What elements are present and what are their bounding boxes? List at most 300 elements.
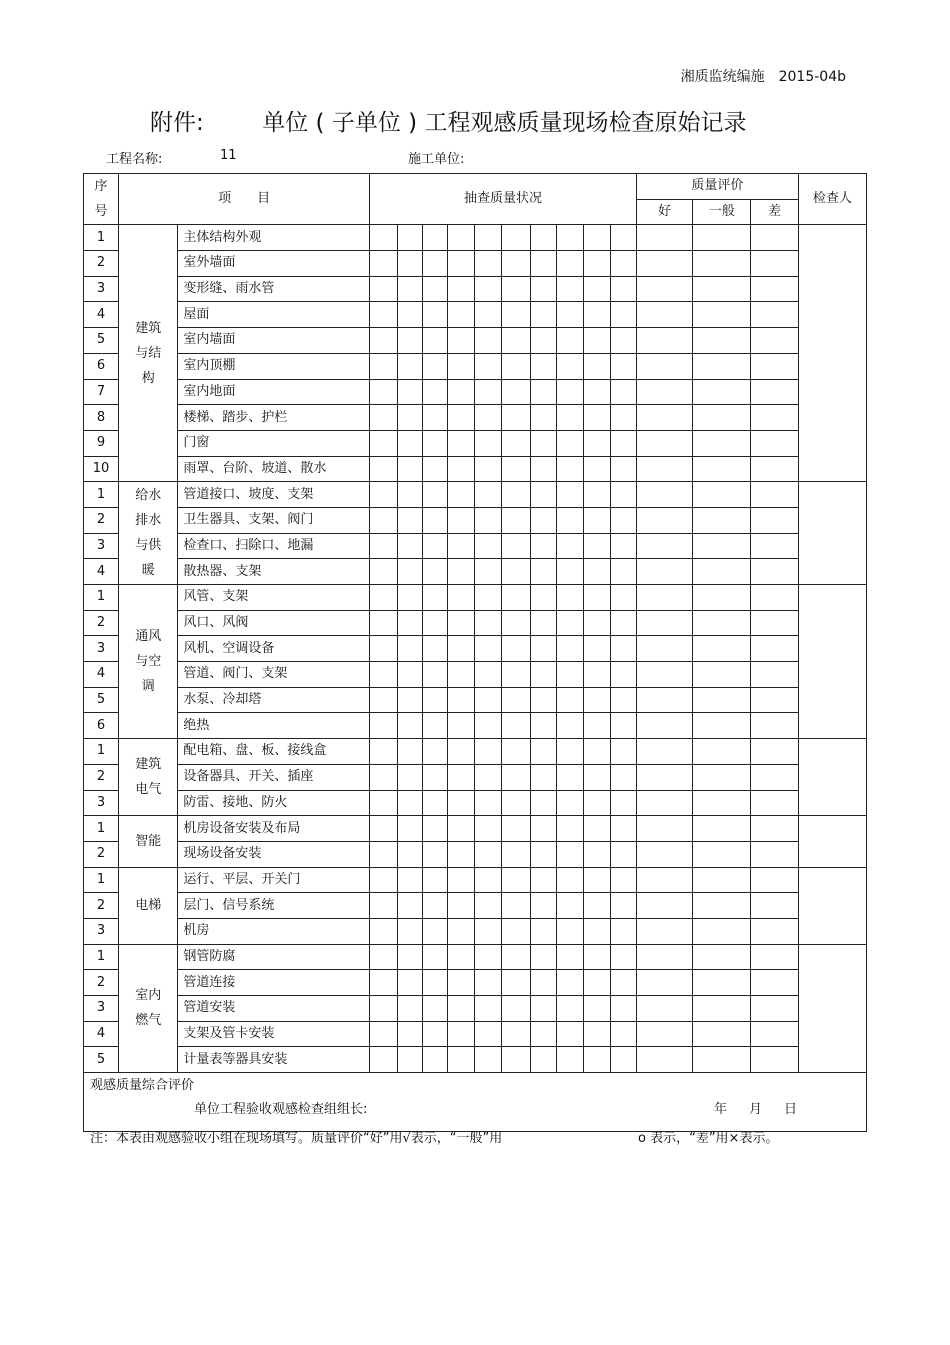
check-cell[interactable] <box>475 764 502 790</box>
check-cell[interactable] <box>475 610 502 636</box>
check-cell[interactable] <box>370 662 398 688</box>
eval-good-cell[interactable] <box>637 533 693 559</box>
eval-good-cell[interactable] <box>637 276 693 302</box>
check-cell[interactable] <box>610 764 636 790</box>
check-cell[interactable] <box>448 559 475 585</box>
check-cell[interactable] <box>423 970 448 996</box>
check-cell[interactable] <box>610 507 636 533</box>
check-cell[interactable] <box>556 636 583 662</box>
eval-poor-cell[interactable] <box>751 533 798 559</box>
eval-normal-cell[interactable] <box>693 764 751 790</box>
check-cell[interactable] <box>502 970 530 996</box>
eval-good-cell[interactable] <box>637 456 693 482</box>
check-cell[interactable] <box>448 1021 475 1047</box>
check-cell[interactable] <box>448 970 475 996</box>
eval-normal-cell[interactable] <box>693 944 751 970</box>
check-cell[interactable] <box>583 507 610 533</box>
check-cell[interactable] <box>583 636 610 662</box>
check-cell[interactable] <box>502 225 530 251</box>
check-cell[interactable] <box>556 816 583 842</box>
check-cell[interactable] <box>398 1047 423 1073</box>
check-cell[interactable] <box>610 918 636 944</box>
check-cell[interactable] <box>423 430 448 456</box>
check-cell[interactable] <box>475 944 502 970</box>
check-cell[interactable] <box>475 430 502 456</box>
check-cell[interactable] <box>556 610 583 636</box>
check-cell[interactable] <box>583 970 610 996</box>
check-cell[interactable] <box>556 970 583 996</box>
check-cell[interactable] <box>423 816 448 842</box>
check-cell[interactable] <box>556 328 583 354</box>
check-cell[interactable] <box>475 816 502 842</box>
check-cell[interactable] <box>370 687 398 713</box>
check-cell[interactable] <box>475 970 502 996</box>
check-cell[interactable] <box>610 790 636 816</box>
eval-normal-cell[interactable] <box>693 816 751 842</box>
check-cell[interactable] <box>370 1047 398 1073</box>
eval-poor-cell[interactable] <box>751 610 798 636</box>
check-cell[interactable] <box>398 944 423 970</box>
check-cell[interactable] <box>610 610 636 636</box>
eval-normal-cell[interactable] <box>693 559 751 585</box>
check-cell[interactable] <box>423 585 448 611</box>
eval-good-cell[interactable] <box>637 841 693 867</box>
check-cell[interactable] <box>398 867 423 893</box>
eval-normal-cell[interactable] <box>693 328 751 354</box>
check-cell[interactable] <box>610 379 636 405</box>
check-cell[interactable] <box>475 225 502 251</box>
check-cell[interactable] <box>370 328 398 354</box>
check-cell[interactable] <box>502 405 530 431</box>
check-cell[interactable] <box>398 225 423 251</box>
check-cell[interactable] <box>556 405 583 431</box>
check-cell[interactable] <box>502 893 530 919</box>
check-cell[interactable] <box>583 559 610 585</box>
check-cell[interactable] <box>610 893 636 919</box>
eval-poor-cell[interactable] <box>751 944 798 970</box>
eval-poor-cell[interactable] <box>751 996 798 1022</box>
check-cell[interactable] <box>423 456 448 482</box>
eval-poor-cell[interactable] <box>751 739 798 765</box>
check-cell[interactable] <box>583 353 610 379</box>
check-cell[interactable] <box>530 662 556 688</box>
check-cell[interactable] <box>398 996 423 1022</box>
check-cell[interactable] <box>610 225 636 251</box>
check-cell[interactable] <box>502 276 530 302</box>
check-cell[interactable] <box>530 739 556 765</box>
check-cell[interactable] <box>398 687 423 713</box>
check-cell[interactable] <box>556 662 583 688</box>
check-cell[interactable] <box>475 662 502 688</box>
check-cell[interactable] <box>423 713 448 739</box>
check-cell[interactable] <box>583 302 610 328</box>
check-cell[interactable] <box>423 225 448 251</box>
check-cell[interactable] <box>370 944 398 970</box>
check-cell[interactable] <box>398 482 423 508</box>
check-cell[interactable] <box>370 816 398 842</box>
inspector-cell[interactable] <box>798 944 866 1072</box>
check-cell[interactable] <box>610 430 636 456</box>
check-cell[interactable] <box>370 251 398 277</box>
check-cell[interactable] <box>610 559 636 585</box>
check-cell[interactable] <box>583 996 610 1022</box>
check-cell[interactable] <box>556 893 583 919</box>
check-cell[interactable] <box>502 867 530 893</box>
check-cell[interactable] <box>448 944 475 970</box>
check-cell[interactable] <box>530 713 556 739</box>
check-cell[interactable] <box>370 276 398 302</box>
check-cell[interactable] <box>556 507 583 533</box>
check-cell[interactable] <box>583 533 610 559</box>
check-cell[interactable] <box>448 251 475 277</box>
check-cell[interactable] <box>583 867 610 893</box>
check-cell[interactable] <box>448 918 475 944</box>
eval-normal-cell[interactable] <box>693 482 751 508</box>
check-cell[interactable] <box>502 996 530 1022</box>
check-cell[interactable] <box>448 379 475 405</box>
check-cell[interactable] <box>583 456 610 482</box>
check-cell[interactable] <box>556 739 583 765</box>
check-cell[interactable] <box>475 251 502 277</box>
check-cell[interactable] <box>423 251 448 277</box>
eval-normal-cell[interactable] <box>693 970 751 996</box>
check-cell[interactable] <box>610 970 636 996</box>
check-cell[interactable] <box>610 739 636 765</box>
eval-normal-cell[interactable] <box>693 507 751 533</box>
eval-poor-cell[interactable] <box>751 764 798 790</box>
eval-poor-cell[interactable] <box>751 687 798 713</box>
check-cell[interactable] <box>398 585 423 611</box>
eval-good-cell[interactable] <box>637 585 693 611</box>
check-cell[interactable] <box>556 533 583 559</box>
eval-normal-cell[interactable] <box>693 841 751 867</box>
eval-good-cell[interactable] <box>637 739 693 765</box>
eval-poor-cell[interactable] <box>751 585 798 611</box>
eval-normal-cell[interactable] <box>693 1047 751 1073</box>
check-cell[interactable] <box>556 430 583 456</box>
eval-poor-cell[interactable] <box>751 713 798 739</box>
check-cell[interactable] <box>502 687 530 713</box>
eval-normal-cell[interactable] <box>693 893 751 919</box>
check-cell[interactable] <box>502 585 530 611</box>
check-cell[interactable] <box>423 662 448 688</box>
eval-normal-cell[interactable] <box>693 687 751 713</box>
eval-normal-cell[interactable] <box>693 662 751 688</box>
check-cell[interactable] <box>610 353 636 379</box>
check-cell[interactable] <box>530 302 556 328</box>
check-cell[interactable] <box>556 482 583 508</box>
check-cell[interactable] <box>502 841 530 867</box>
eval-poor-cell[interactable] <box>751 790 798 816</box>
eval-good-cell[interactable] <box>637 430 693 456</box>
check-cell[interactable] <box>502 533 530 559</box>
inspector-cell[interactable] <box>798 585 866 739</box>
check-cell[interactable] <box>398 559 423 585</box>
check-cell[interactable] <box>448 585 475 611</box>
check-cell[interactable] <box>583 1021 610 1047</box>
check-cell[interactable] <box>610 841 636 867</box>
check-cell[interactable] <box>530 405 556 431</box>
check-cell[interactable] <box>475 353 502 379</box>
check-cell[interactable] <box>398 610 423 636</box>
check-cell[interactable] <box>423 276 448 302</box>
check-cell[interactable] <box>530 585 556 611</box>
check-cell[interactable] <box>448 507 475 533</box>
check-cell[interactable] <box>398 456 423 482</box>
check-cell[interactable] <box>530 996 556 1022</box>
check-cell[interactable] <box>502 764 530 790</box>
check-cell[interactable] <box>610 636 636 662</box>
check-cell[interactable] <box>583 662 610 688</box>
check-cell[interactable] <box>583 251 610 277</box>
check-cell[interactable] <box>370 610 398 636</box>
check-cell[interactable] <box>475 1047 502 1073</box>
eval-poor-cell[interactable] <box>751 918 798 944</box>
check-cell[interactable] <box>583 405 610 431</box>
eval-poor-cell[interactable] <box>751 353 798 379</box>
check-cell[interactable] <box>610 996 636 1022</box>
check-cell[interactable] <box>448 533 475 559</box>
check-cell[interactable] <box>370 533 398 559</box>
check-cell[interactable] <box>610 328 636 354</box>
check-cell[interactable] <box>475 996 502 1022</box>
eval-normal-cell[interactable] <box>693 713 751 739</box>
check-cell[interactable] <box>610 1021 636 1047</box>
check-cell[interactable] <box>530 816 556 842</box>
eval-poor-cell[interactable] <box>751 1047 798 1073</box>
check-cell[interactable] <box>530 1021 556 1047</box>
check-cell[interactable] <box>370 841 398 867</box>
check-cell[interactable] <box>556 1047 583 1073</box>
check-cell[interactable] <box>530 276 556 302</box>
eval-good-cell[interactable] <box>637 970 693 996</box>
eval-poor-cell[interactable] <box>751 841 798 867</box>
check-cell[interactable] <box>530 533 556 559</box>
check-cell[interactable] <box>398 251 423 277</box>
check-cell[interactable] <box>530 790 556 816</box>
check-cell[interactable] <box>423 687 448 713</box>
check-cell[interactable] <box>556 764 583 790</box>
eval-poor-cell[interactable] <box>751 302 798 328</box>
check-cell[interactable] <box>475 1021 502 1047</box>
check-cell[interactable] <box>583 328 610 354</box>
check-cell[interactable] <box>530 893 556 919</box>
check-cell[interactable] <box>530 328 556 354</box>
check-cell[interactable] <box>610 944 636 970</box>
check-cell[interactable] <box>370 559 398 585</box>
check-cell[interactable] <box>370 739 398 765</box>
check-cell[interactable] <box>475 713 502 739</box>
check-cell[interactable] <box>475 585 502 611</box>
check-cell[interactable] <box>556 996 583 1022</box>
check-cell[interactable] <box>448 610 475 636</box>
eval-poor-cell[interactable] <box>751 276 798 302</box>
check-cell[interactable] <box>475 328 502 354</box>
eval-normal-cell[interactable] <box>693 379 751 405</box>
check-cell[interactable] <box>556 687 583 713</box>
check-cell[interactable] <box>448 996 475 1022</box>
eval-normal-cell[interactable] <box>693 251 751 277</box>
check-cell[interactable] <box>502 713 530 739</box>
check-cell[interactable] <box>475 456 502 482</box>
eval-good-cell[interactable] <box>637 225 693 251</box>
eval-good-cell[interactable] <box>637 482 693 508</box>
check-cell[interactable] <box>556 585 583 611</box>
check-cell[interactable] <box>423 636 448 662</box>
check-cell[interactable] <box>475 867 502 893</box>
check-cell[interactable] <box>448 764 475 790</box>
check-cell[interactable] <box>475 687 502 713</box>
check-cell[interactable] <box>423 328 448 354</box>
eval-poor-cell[interactable] <box>751 405 798 431</box>
check-cell[interactable] <box>502 302 530 328</box>
check-cell[interactable] <box>370 790 398 816</box>
check-cell[interactable] <box>370 918 398 944</box>
eval-normal-cell[interactable] <box>693 456 751 482</box>
check-cell[interactable] <box>530 841 556 867</box>
eval-poor-cell[interactable] <box>751 430 798 456</box>
check-cell[interactable] <box>370 405 398 431</box>
check-cell[interactable] <box>583 893 610 919</box>
eval-poor-cell[interactable] <box>751 970 798 996</box>
check-cell[interactable] <box>475 559 502 585</box>
check-cell[interactable] <box>448 456 475 482</box>
check-cell[interactable] <box>556 841 583 867</box>
eval-good-cell[interactable] <box>637 687 693 713</box>
check-cell[interactable] <box>530 610 556 636</box>
check-cell[interactable] <box>610 585 636 611</box>
check-cell[interactable] <box>583 276 610 302</box>
check-cell[interactable] <box>370 302 398 328</box>
check-cell[interactable] <box>423 739 448 765</box>
check-cell[interactable] <box>423 610 448 636</box>
check-cell[interactable] <box>448 713 475 739</box>
check-cell[interactable] <box>475 636 502 662</box>
eval-normal-cell[interactable] <box>693 610 751 636</box>
check-cell[interactable] <box>423 790 448 816</box>
check-cell[interactable] <box>423 482 448 508</box>
check-cell[interactable] <box>370 482 398 508</box>
check-cell[interactable] <box>530 456 556 482</box>
check-cell[interactable] <box>398 816 423 842</box>
check-cell[interactable] <box>398 893 423 919</box>
eval-poor-cell[interactable] <box>751 225 798 251</box>
eval-normal-cell[interactable] <box>693 533 751 559</box>
check-cell[interactable] <box>448 867 475 893</box>
check-cell[interactable] <box>423 507 448 533</box>
check-cell[interactable] <box>448 790 475 816</box>
check-cell[interactable] <box>530 559 556 585</box>
check-cell[interactable] <box>423 764 448 790</box>
check-cell[interactable] <box>556 379 583 405</box>
check-cell[interactable] <box>448 302 475 328</box>
check-cell[interactable] <box>610 482 636 508</box>
check-cell[interactable] <box>583 713 610 739</box>
check-cell[interactable] <box>610 1047 636 1073</box>
inspector-cell[interactable] <box>798 482 866 585</box>
check-cell[interactable] <box>475 739 502 765</box>
check-cell[interactable] <box>610 533 636 559</box>
check-cell[interactable] <box>556 918 583 944</box>
check-cell[interactable] <box>370 1021 398 1047</box>
check-cell[interactable] <box>583 585 610 611</box>
check-cell[interactable] <box>398 353 423 379</box>
eval-good-cell[interactable] <box>637 893 693 919</box>
eval-normal-cell[interactable] <box>693 1021 751 1047</box>
eval-normal-cell[interactable] <box>693 918 751 944</box>
check-cell[interactable] <box>556 790 583 816</box>
eval-good-cell[interactable] <box>637 559 693 585</box>
check-cell[interactable] <box>610 713 636 739</box>
check-cell[interactable] <box>583 1047 610 1073</box>
check-cell[interactable] <box>530 970 556 996</box>
check-cell[interactable] <box>610 302 636 328</box>
check-cell[interactable] <box>398 533 423 559</box>
eval-poor-cell[interactable] <box>751 328 798 354</box>
eval-poor-cell[interactable] <box>751 482 798 508</box>
check-cell[interactable] <box>556 302 583 328</box>
check-cell[interactable] <box>475 841 502 867</box>
check-cell[interactable] <box>583 764 610 790</box>
check-cell[interactable] <box>448 893 475 919</box>
check-cell[interactable] <box>370 456 398 482</box>
check-cell[interactable] <box>475 379 502 405</box>
eval-poor-cell[interactable] <box>751 662 798 688</box>
check-cell[interactable] <box>448 276 475 302</box>
check-cell[interactable] <box>583 944 610 970</box>
eval-good-cell[interactable] <box>637 944 693 970</box>
check-cell[interactable] <box>502 636 530 662</box>
check-cell[interactable] <box>475 482 502 508</box>
check-cell[interactable] <box>530 507 556 533</box>
check-cell[interactable] <box>583 739 610 765</box>
check-cell[interactable] <box>502 662 530 688</box>
eval-good-cell[interactable] <box>637 816 693 842</box>
check-cell[interactable] <box>556 251 583 277</box>
check-cell[interactable] <box>583 225 610 251</box>
eval-good-cell[interactable] <box>637 713 693 739</box>
check-cell[interactable] <box>530 764 556 790</box>
check-cell[interactable] <box>423 867 448 893</box>
check-cell[interactable] <box>398 841 423 867</box>
check-cell[interactable] <box>530 251 556 277</box>
check-cell[interactable] <box>475 507 502 533</box>
eval-good-cell[interactable] <box>637 636 693 662</box>
check-cell[interactable] <box>556 867 583 893</box>
eval-poor-cell[interactable] <box>751 636 798 662</box>
check-cell[interactable] <box>398 430 423 456</box>
eval-good-cell[interactable] <box>637 302 693 328</box>
check-cell[interactable] <box>423 944 448 970</box>
check-cell[interactable] <box>423 1021 448 1047</box>
summary-cell[interactable] <box>84 1073 867 1132</box>
check-cell[interactable] <box>610 816 636 842</box>
check-cell[interactable] <box>502 251 530 277</box>
eval-normal-cell[interactable] <box>693 636 751 662</box>
check-cell[interactable] <box>423 302 448 328</box>
eval-poor-cell[interactable] <box>751 507 798 533</box>
check-cell[interactable] <box>448 353 475 379</box>
check-cell[interactable] <box>423 996 448 1022</box>
check-cell[interactable] <box>370 225 398 251</box>
check-cell[interactable] <box>423 559 448 585</box>
check-cell[interactable] <box>448 430 475 456</box>
check-cell[interactable] <box>583 610 610 636</box>
check-cell[interactable] <box>530 482 556 508</box>
check-cell[interactable] <box>610 251 636 277</box>
eval-normal-cell[interactable] <box>693 790 751 816</box>
check-cell[interactable] <box>475 533 502 559</box>
